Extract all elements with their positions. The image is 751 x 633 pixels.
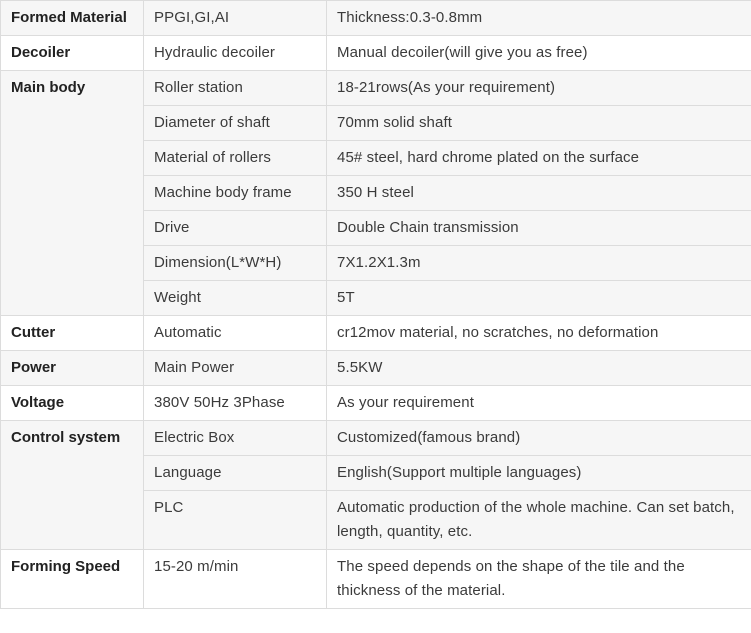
value-cell: 350 H steel [327, 176, 751, 211]
table-row [1, 36, 751, 71]
category-cell: Cutter [1, 316, 144, 351]
value-cell: 70mm solid shaft [327, 106, 751, 141]
item-cell: Automatic [144, 316, 327, 351]
value-cell: As your requirement [327, 386, 751, 421]
item-cell: Drive [144, 211, 327, 246]
table-row [1, 351, 751, 386]
value-cell: 5.5KW [327, 351, 751, 386]
value-cell: cr12mov material, no scratches, no deformation [327, 316, 751, 351]
category-cell: Formed Material [1, 1, 144, 36]
table-row [1, 71, 751, 106]
category-cell: Voltage [1, 386, 144, 421]
item-cell: Main Power [144, 351, 327, 386]
table-row [1, 316, 751, 351]
value-cell: 5T [327, 281, 751, 316]
category-cell: Decoiler [1, 36, 144, 71]
item-cell: Machine body frame [144, 176, 327, 211]
item-cell: 380V 50Hz 3Phase [144, 386, 327, 421]
value-cell: 7X1.2X1.3m [327, 246, 751, 281]
category-cell: Forming Speed [1, 550, 144, 609]
value-cell: Automatic production of the whole machine. Can set batch, length, quantity, etc. [327, 491, 751, 550]
category-cell: Power [1, 351, 144, 386]
item-cell: PPGI,GI,AI [144, 1, 327, 36]
value-cell: 45# steel, hard chrome plated on the surface [327, 141, 751, 176]
item-cell: Diameter of shaft [144, 106, 327, 141]
table-row [1, 421, 751, 456]
value-cell: Customized(famous brand) [327, 421, 751, 456]
value-cell: English(Support multiple languages) [327, 456, 751, 491]
table-row [1, 1, 751, 36]
item-cell: Weight [144, 281, 327, 316]
category-cell: Control system [1, 421, 144, 550]
value-cell: Double Chain transmission [327, 211, 751, 246]
item-cell: Material of rollers [144, 141, 327, 176]
item-cell: Dimension(L*W*H) [144, 246, 327, 281]
table-row [1, 386, 751, 421]
value-cell: Manual decoiler(will give you as free) [327, 36, 751, 71]
value-cell: Thickness:0.3-0.8mm [327, 1, 751, 36]
item-cell: Electric Box [144, 421, 327, 456]
item-cell: Hydraulic decoiler [144, 36, 327, 71]
item-cell: PLC [144, 491, 327, 550]
item-cell: 15-20 m/min [144, 550, 327, 609]
value-cell: The speed depends on the shape of the tile and the thickness of the material. [327, 550, 751, 609]
item-cell: Roller station [144, 71, 327, 106]
category-cell: Main body [1, 71, 144, 316]
item-cell: Language [144, 456, 327, 491]
value-cell: 18-21rows(As your requirement) [327, 71, 751, 106]
table-row [1, 550, 751, 609]
